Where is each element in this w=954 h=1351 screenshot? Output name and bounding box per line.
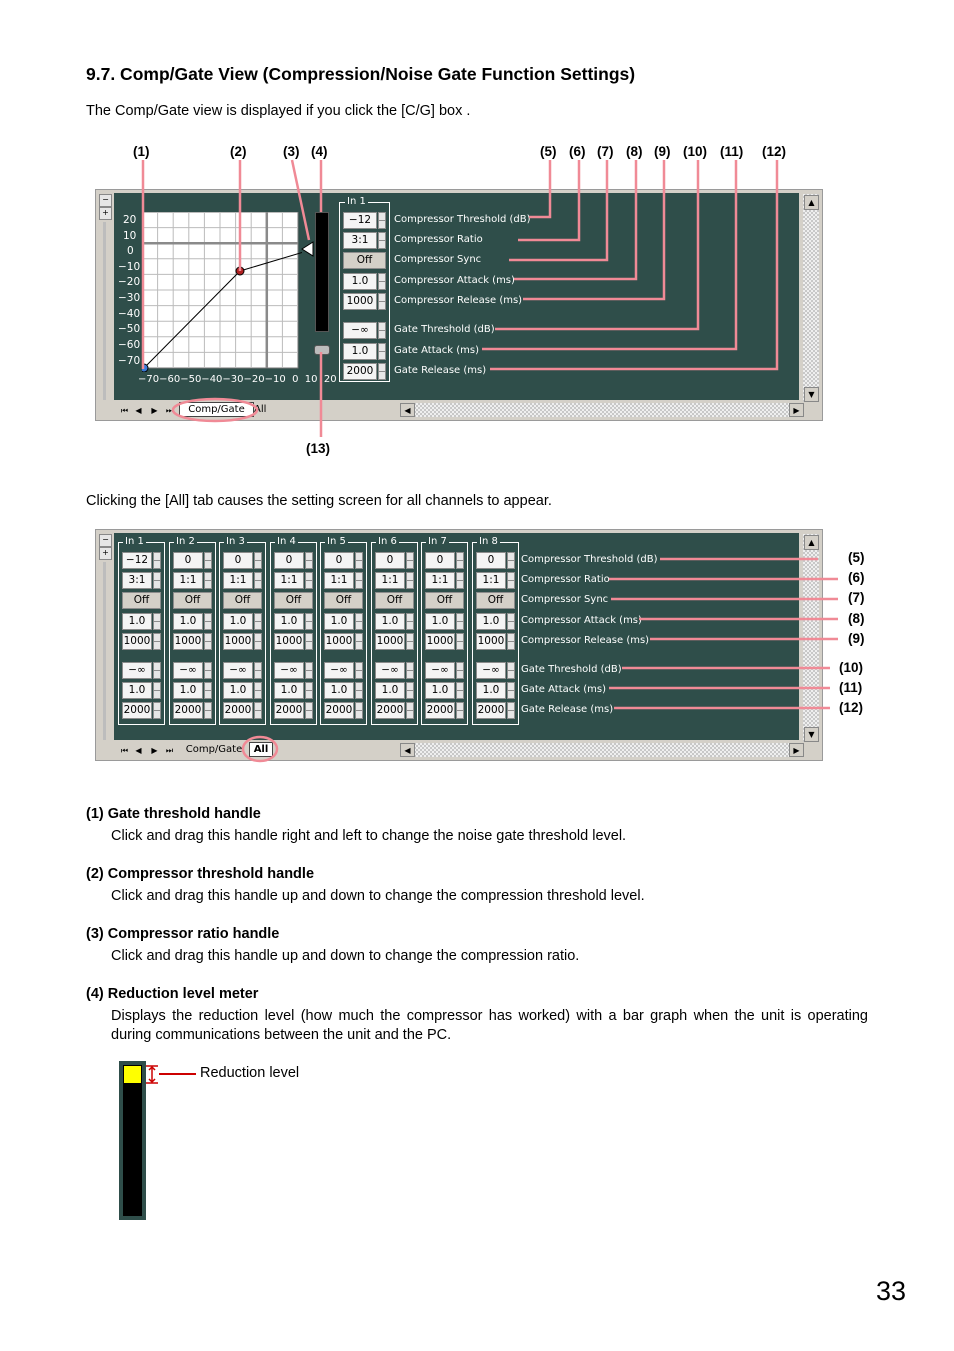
- compressor-ratio-field[interactable]: 3:1: [122, 572, 152, 589]
- compressor-ratio-field[interactable]: 1:1: [425, 572, 455, 589]
- gate-threshold-field[interactable]: −∞: [343, 322, 377, 339]
- all-tab-highlight: [243, 737, 277, 761]
- tab-comp-gate[interactable]: Comp/Gate: [185, 744, 243, 755]
- label-compressor-ratio: Compressor Ratio: [394, 234, 483, 245]
- compressor-ratio-field[interactable]: 1:1: [324, 572, 354, 589]
- callout-13: (13): [306, 441, 331, 456]
- channel-title: In 3: [226, 536, 245, 547]
- label-compressor-sync: Compressor Sync: [394, 254, 482, 265]
- desc-text-4: Displays the reduction level (how much the compressor has worked) with a bar graph when the unit is operating during communications between the unit and the PC.: [111, 1008, 868, 1043]
- gate-attack-field[interactable]: 1.0: [122, 682, 152, 699]
- channel-title: In 7: [428, 536, 447, 547]
- callout-lines-bottom: [0, 500, 954, 780]
- desc-title-3: (3) Compressor ratio handle: [86, 926, 280, 942]
- label-compressor-threshold: Compressor Threshold (dB): [394, 214, 531, 225]
- y-tick: 20: [123, 214, 137, 226]
- compressor-threshold-field[interactable]: 0: [324, 552, 354, 569]
- next-page-icon[interactable]: ▶: [151, 406, 158, 415]
- compressor-release-field[interactable]: 1000: [425, 633, 455, 650]
- gate-threshold-field[interactable]: −∞: [476, 662, 506, 679]
- compressor-ratio-field[interactable]: 1:1: [375, 572, 405, 589]
- compressor-release-field[interactable]: 1000: [324, 633, 354, 650]
- gate-threshold-field[interactable]: −∞: [375, 662, 405, 679]
- compressor-release-field[interactable]: 1000: [476, 633, 506, 650]
- callout-6: (6): [569, 144, 586, 159]
- compressor-ratio-field[interactable]: 1:1: [173, 572, 203, 589]
- compressor-release-field[interactable]: 1000: [375, 633, 405, 650]
- tab-all[interactable]: All: [254, 404, 267, 415]
- gate-attack-field[interactable]: 1.0: [375, 682, 405, 699]
- compressor-release-field[interactable]: 1000: [122, 633, 152, 650]
- compressor-threshold-field[interactable]: 0: [375, 552, 405, 569]
- callout-7: (7): [597, 144, 614, 159]
- gate-threshold-field[interactable]: −∞: [324, 662, 354, 679]
- callout-11: (11): [720, 144, 744, 159]
- compressor-release-field[interactable]: 1000: [173, 633, 203, 650]
- compressor-threshold-field[interactable]: −12: [122, 552, 152, 569]
- prev-page-icon[interactable]: ◀: [135, 406, 142, 415]
- callout-10: (10): [683, 144, 708, 159]
- tab-comp-gate[interactable]: Comp/Gate: [179, 402, 254, 417]
- gate-threshold-field[interactable]: −∞: [122, 662, 152, 679]
- callout-5: (5): [540, 144, 557, 159]
- gate-attack-field[interactable]: 1.0: [223, 682, 253, 699]
- all-intro-text: Clicking the [All] tab causes the setting screen for all channels to appear.: [86, 493, 552, 509]
- gate-release-field[interactable]: 2000: [343, 363, 377, 380]
- gate-threshold-field[interactable]: −∞: [173, 662, 203, 679]
- next-page-icon[interactable]: ▶: [151, 746, 158, 755]
- compressor-attack-field[interactable]: 1.0: [274, 613, 304, 630]
- scroll-up-icon[interactable]: ▲: [804, 535, 819, 550]
- compressor-attack-field[interactable]: 1.0: [122, 613, 152, 630]
- desc-text-1: Click and drag this handle right and left to change the noise gate threshold level.: [111, 828, 627, 844]
- compressor-threshold-field[interactable]: 0: [476, 552, 506, 569]
- compressor-sync-button[interactable]: Off: [425, 592, 464, 609]
- compressor-sync-button[interactable]: Off: [274, 592, 313, 609]
- compressor-release-field[interactable]: 1000: [223, 633, 253, 650]
- compressor-ratio-field[interactable]: 1:1: [476, 572, 506, 589]
- callout-6: (6): [848, 570, 865, 585]
- first-page-icon[interactable]: ⏮: [120, 746, 129, 755]
- gate-release-field[interactable]: 2000: [122, 702, 152, 719]
- compressor-release-field[interactable]: 1000: [274, 633, 304, 650]
- compressor-sync-button[interactable]: Off: [476, 592, 515, 609]
- scroll-left-icon[interactable]: ◀: [400, 403, 415, 417]
- compressor-threshold-field[interactable]: 0: [274, 552, 304, 569]
- compressor-sync-button[interactable]: Off: [122, 592, 161, 609]
- compressor-ratio-field[interactable]: 1:1: [223, 572, 253, 589]
- gate-threshold-field[interactable]: −∞: [274, 662, 304, 679]
- reduction-level-label: Reduction level: [200, 1065, 300, 1081]
- first-page-icon[interactable]: ⏮: [120, 406, 129, 415]
- callout-8: (8): [848, 611, 865, 626]
- label-compressor-sync: Compressor Sync: [521, 594, 609, 605]
- callout-12: (12): [762, 144, 787, 159]
- gate-attack-field[interactable]: 1.0: [324, 682, 354, 699]
- channel-title: In 5: [327, 536, 346, 547]
- callout-10: (10): [839, 660, 864, 675]
- y-tick: −60: [118, 339, 141, 351]
- group-title: In 1: [347, 196, 366, 207]
- label-compressor-release: Compressor Release (ms): [521, 635, 650, 646]
- label-gate-release: Gate Release (ms): [394, 365, 487, 376]
- section-title: 9.7. Comp/Gate View (Compression/Noise Gate Function Settings): [86, 64, 636, 84]
- label-compressor-threshold: Compressor Threshold (dB): [521, 554, 658, 565]
- y-tick: 10: [123, 230, 137, 242]
- last-page-icon[interactable]: ⏭: [165, 746, 174, 755]
- compressor-release-field[interactable]: 1000: [343, 293, 377, 310]
- compressor-attack-field[interactable]: 1.0: [375, 613, 405, 630]
- desc-text-2: Click and drag this handle up and down to change the compression threshold level.: [111, 888, 645, 904]
- compressor-attack-field[interactable]: 1.0: [343, 273, 377, 290]
- gate-release-field[interactable]: 2000: [425, 702, 455, 719]
- scroll-right-icon[interactable]: ▶: [789, 743, 804, 757]
- callout-11: (11): [839, 680, 863, 695]
- callout-4: (4): [311, 144, 328, 159]
- label-gate-threshold: Gate Threshold (dB): [394, 324, 495, 335]
- meter-fill: [124, 1066, 141, 1083]
- compressor-threshold-field[interactable]: 0: [425, 552, 455, 569]
- label-gate-attack: Gate Attack (ms): [521, 684, 606, 695]
- callout-2: (2): [230, 144, 247, 159]
- page-number: 33: [876, 1276, 907, 1306]
- compressor-sync-button[interactable]: Off: [223, 592, 262, 609]
- y-tick: −10: [118, 261, 141, 273]
- compressor-attack-field[interactable]: 1.0: [173, 613, 203, 630]
- compressor-sync-button[interactable]: Off: [343, 252, 386, 269]
- gate-release-field[interactable]: 2000: [375, 702, 405, 719]
- desc-title-2: (2) Compressor threshold handle: [86, 866, 315, 882]
- scroll-right-icon[interactable]: ▶: [789, 403, 804, 417]
- intro-text: The Comp/Gate view is displayed if you click the [C/G] box .: [86, 103, 471, 119]
- scroll-left-icon[interactable]: ◀: [400, 743, 415, 757]
- compressor-attack-field[interactable]: 1.0: [476, 613, 506, 630]
- gate-release-field[interactable]: 2000: [274, 702, 304, 719]
- minus-icon[interactable]: −: [99, 534, 112, 547]
- gate-release-field[interactable]: 2000: [476, 702, 506, 719]
- compressor-attack-field[interactable]: 1.0: [425, 613, 455, 630]
- compressor-ratio-field[interactable]: 1:1: [274, 572, 304, 589]
- compressor-threshold-field[interactable]: 0: [173, 552, 203, 569]
- comp-gate-tab-highlight: [173, 399, 257, 421]
- compressor-ratio-field[interactable]: 3:1: [343, 232, 377, 249]
- compressor-threshold-field[interactable]: −12: [343, 212, 377, 229]
- compressor-attack-field[interactable]: 1.0: [324, 613, 354, 630]
- gate-release-field[interactable]: 2000: [223, 702, 253, 719]
- gate-threshold-field[interactable]: −∞: [223, 662, 253, 679]
- y-tick: −70: [118, 355, 141, 367]
- label-compressor-attack: Compressor Attack (ms): [521, 615, 642, 626]
- desc-title-4: (4) Reduction level meter: [86, 986, 259, 1002]
- gate-attack-field[interactable]: 1.0: [343, 343, 377, 360]
- scroll-up-icon[interactable]: ▲: [804, 195, 819, 210]
- gate-release-field[interactable]: 2000: [324, 702, 354, 719]
- callout-1: (1): [133, 144, 150, 159]
- prev-page-icon[interactable]: ◀: [135, 746, 142, 755]
- callout-9: (9): [848, 631, 865, 646]
- label-gate-threshold: Gate Threshold (dB): [521, 664, 622, 675]
- compressor-attack-field[interactable]: 1.0: [223, 613, 253, 630]
- y-tick: −30: [118, 292, 141, 304]
- y-tick: −50: [118, 323, 141, 335]
- scroll-down-icon[interactable]: ▼: [804, 727, 819, 742]
- minus-icon[interactable]: −: [99, 194, 112, 207]
- callout-12: (12): [839, 700, 864, 715]
- channel-title: In 8: [479, 536, 498, 547]
- y-tick: −40: [118, 308, 141, 320]
- x-ticks: −70−60−50−40−30−20−10 0 10 20: [138, 374, 337, 385]
- compressor-sync-button[interactable]: Off: [324, 592, 363, 609]
- channel-title: In 2: [176, 536, 195, 547]
- gate-attack-field[interactable]: 1.0: [274, 682, 304, 699]
- y-tick: 0: [127, 245, 134, 257]
- gate-attack-field[interactable]: 1.0: [476, 682, 506, 699]
- label-compressor-release: Compressor Release (ms): [394, 295, 523, 306]
- channel-title: In 6: [378, 536, 397, 547]
- callout-7: (7): [848, 590, 865, 605]
- gate-attack-field[interactable]: 1.0: [173, 682, 203, 699]
- compressor-threshold-field[interactable]: 0: [223, 552, 253, 569]
- gate-release-field[interactable]: 2000: [173, 702, 203, 719]
- channel-title: In 4: [277, 536, 296, 547]
- label-gate-release: Gate Release (ms): [521, 704, 614, 715]
- label-compressor-ratio: Compressor Ratio: [521, 574, 610, 585]
- plus-icon[interactable]: +: [99, 207, 112, 220]
- scroll-down-icon[interactable]: ▼: [804, 387, 819, 402]
- callout-lines-top: [0, 0, 954, 470]
- label-gate-attack: Gate Attack (ms): [394, 345, 479, 356]
- compressor-sync-button[interactable]: Off: [173, 592, 212, 609]
- channel-title: In 1: [125, 536, 144, 547]
- compressor-sync-button[interactable]: Off: [375, 592, 414, 609]
- gate-threshold-field[interactable]: −∞: [425, 662, 455, 679]
- last-page-icon[interactable]: ⏭: [165, 406, 174, 415]
- gate-attack-field[interactable]: 1.0: [425, 682, 455, 699]
- reduction-arrow: [140, 1060, 200, 1090]
- callout-9: (9): [654, 144, 671, 159]
- desc-title-1: (1) Gate threshold handle: [86, 806, 261, 822]
- label-compressor-attack: Compressor Attack (ms): [394, 275, 515, 286]
- tab-all[interactable]: All: [249, 742, 273, 757]
- callout-5: (5): [848, 550, 865, 565]
- y-tick: −20: [118, 276, 141, 288]
- callout-8: (8): [626, 144, 643, 159]
- callout-3: (3): [283, 144, 300, 159]
- plus-icon[interactable]: +: [99, 547, 112, 560]
- desc-text-3: Click and drag this handle up and down to change the compression ratio.: [111, 948, 580, 964]
